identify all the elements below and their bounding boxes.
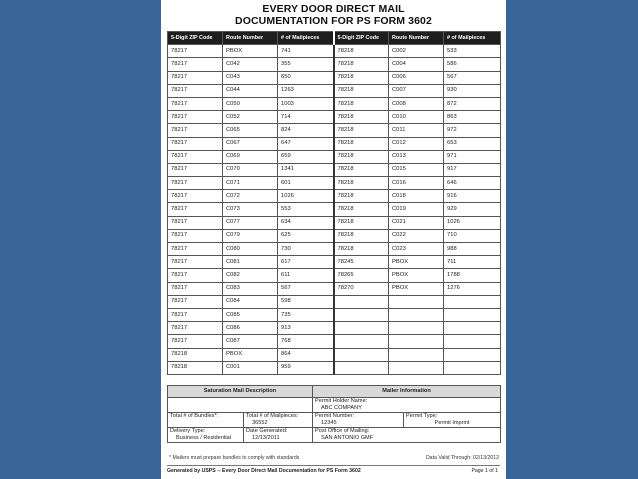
cell-zip-right: 78218 [334,216,389,229]
cell-zip-right: 78245 [334,256,389,269]
cell-mailpieces-left: 355 [278,58,334,71]
cell-zip-right: 78218 [334,45,389,58]
cell-mailpieces-left: 611 [278,269,334,282]
footnote-row [169,455,499,461]
cell-zip-left: 78217 [168,269,223,282]
cell-mailpieces-right [444,322,501,335]
cell-zip-right: 78218 [334,137,389,150]
cell-mailpieces-left: 1341 [278,163,334,176]
info-table [167,385,501,443]
cell-zip-right: 78265 [334,269,389,282]
table-row [168,243,501,256]
cell-route-right: C016 [389,177,444,190]
cell-zip-left: 78217 [168,163,223,176]
table-row [168,111,501,124]
cell-route-left: C043 [223,71,278,84]
cell-zip-right [334,335,389,348]
cell-route-left: C085 [223,308,278,321]
cell-zip-left: 78217 [168,124,223,137]
table-row [168,124,501,137]
cell-route-right [389,295,444,308]
cell-route-right: C004 [389,58,444,71]
table-row [168,150,501,163]
cell-mailpieces-right: 646 [444,177,501,190]
document-title-line1: EVERY DOOR DIRECT MAIL [262,3,405,15]
cell-mailpieces-left: 741 [278,45,334,58]
cell-zip-right: 78218 [334,203,389,216]
cell-zip-left: 78217 [168,45,223,58]
cell-route-left: C080 [223,243,278,256]
cell-zip-left: 78217 [168,137,223,150]
table-row [168,45,501,58]
page-number: Page 1 of 1 [471,468,498,474]
data-valid-through: Data Valid Through: 02/13/2012 [425,455,499,461]
empty-cell [168,398,313,413]
cell-mailpieces-right: 917 [444,163,501,176]
cell-route-right: PBOX [389,256,444,269]
permit-holder-value: ABC COMPANY [321,405,362,411]
cell-zip-right [334,308,389,321]
cell-mailpieces-right: 929 [444,203,501,216]
form-page [161,0,506,479]
table-row [168,190,501,203]
cell-mailpieces-right: 872 [444,97,501,110]
cell-route-left: C067 [223,137,278,150]
cell-route-right: C013 [389,150,444,163]
cell-route-left: C086 [223,322,278,335]
post-office-value: SAN ANTONIO GMF [321,435,374,441]
cell-route-left: C084 [223,295,278,308]
cell-route-left: C065 [223,124,278,137]
table-row [168,137,501,150]
cell-route-left: C069 [223,150,278,163]
cell-zip-left: 78218 [168,361,223,374]
cell-route-right: C018 [389,190,444,203]
total-bundles-label: Total # of Bundles*: [170,413,219,419]
delivery-type-label: Delivery Type: [170,428,206,434]
cell-zip-right: 78218 [334,177,389,190]
table-row [168,322,501,335]
cell-route-right: C011 [389,124,444,137]
cell-route-right [389,361,444,374]
cell-zip-right: 78218 [334,111,389,124]
permit-holder-cell [313,398,501,413]
table-row [168,269,501,282]
permit-type-value: Permit Imprint [434,420,470,426]
header-zip-left: 5-Digit ZIP Code [168,32,223,45]
page-footer [167,465,500,474]
header-route-left: Route Number [223,32,278,45]
cell-zip-left: 78218 [168,348,223,361]
cell-mailpieces-left: 567 [278,282,334,295]
cell-route-left: C077 [223,216,278,229]
cell-mailpieces-right: 567 [444,71,501,84]
cell-route-left: PBOX [223,45,278,58]
delivery-type-value: Business / Residential [176,435,232,441]
table-row [168,348,501,361]
total-mailpieces-label: Total # of Mailpieces: [246,413,299,419]
cell-route-left: C083 [223,282,278,295]
cell-zip-right [334,348,389,361]
cell-zip-left: 78217 [168,190,223,203]
total-mailpieces-value: 36552 [252,420,268,426]
cell-route-right: C002 [389,45,444,58]
cell-zip-left: 78217 [168,216,223,229]
cell-mailpieces-right [444,348,501,361]
cell-zip-left: 78217 [168,58,223,71]
cell-route-right: C012 [389,137,444,150]
table-row [168,177,501,190]
table-row [168,295,501,308]
post-office-label: Post Office of Mailing: [315,428,370,434]
cell-mailpieces-left: 553 [278,203,334,216]
cell-zip-right: 78218 [334,229,389,242]
cell-mailpieces-left: 617 [278,256,334,269]
cell-mailpieces-right [444,335,501,348]
cell-zip-right [334,295,389,308]
cell-route-left: C071 [223,177,278,190]
cell-mailpieces-left: 659 [278,150,334,163]
cell-route-left: C072 [223,190,278,203]
cell-route-left: PBOX [223,348,278,361]
cell-route-left: C079 [223,229,278,242]
permit-holder-label: Permit Holder Name: [315,398,368,404]
permit-number-value: 12345 [321,420,337,426]
cell-mailpieces-left: 598 [278,295,334,308]
cell-zip-left: 78217 [168,295,223,308]
cell-zip-left: 78217 [168,71,223,84]
cell-route-left: C042 [223,58,278,71]
cell-route-right: C019 [389,203,444,216]
cell-mailpieces-right: 1276 [444,282,501,295]
cell-route-right: PBOX [389,282,444,295]
cell-mailpieces-left: 601 [278,177,334,190]
cell-mailpieces-right [444,295,501,308]
generated-by-text: Generated by USPS -- Every Door Direct Mail Documentation for PS Form 3602 [167,468,361,474]
cell-zip-right: 78218 [334,58,389,71]
cell-zip-right: 78218 [334,97,389,110]
cell-route-right: PBOX [389,269,444,282]
table-row [168,97,501,110]
cell-route-right: C006 [389,71,444,84]
cell-route-left: C052 [223,111,278,124]
cell-zip-left: 78217 [168,308,223,321]
cell-route-right: C022 [389,229,444,242]
cell-route-left: C070 [223,163,278,176]
cell-zip-left: 78217 [168,282,223,295]
cell-route-right: C010 [389,111,444,124]
cell-zip-right: 78218 [334,124,389,137]
table-row [168,58,501,71]
cell-zip-left: 78217 [168,203,223,216]
cell-mailpieces-right: 1788 [444,269,501,282]
cell-zip-left: 78217 [168,177,223,190]
cell-mailpieces-left: 714 [278,111,334,124]
table-header-row [168,32,501,45]
cell-mailpieces-right: 533 [444,45,501,58]
cell-zip-right: 78218 [334,71,389,84]
cell-mailpieces-right: 1026 [444,216,501,229]
cell-mailpieces-right: 971 [444,150,501,163]
table-row [168,163,501,176]
permit-number-label: Permit Number: [315,413,355,419]
cell-mailpieces-left: 730 [278,243,334,256]
cell-zip-left: 78217 [168,111,223,124]
saturation-mail-description-header: Saturation Mail Description [168,386,313,398]
cell-mailpieces-left: 1263 [278,84,334,97]
cell-zip-left: 78217 [168,322,223,335]
cell-route-left: C087 [223,335,278,348]
table-row [168,282,501,295]
header-zip-right: 5-Digit ZIP Code [334,32,389,45]
mailer-information-header: Mailer Information [313,386,501,398]
delivery-type-cell [168,428,244,443]
cell-zip-left: 78217 [168,243,223,256]
cell-zip-left: 78217 [168,229,223,242]
cell-route-left: C050 [223,97,278,110]
cell-mailpieces-left: 864 [278,348,334,361]
header-route-right: Route Number [389,32,444,45]
cell-route-right: C021 [389,216,444,229]
cell-mailpieces-left: 634 [278,216,334,229]
cell-route-right: C008 [389,97,444,110]
table-row [168,361,501,374]
cell-mailpieces-right: 916 [444,190,501,203]
cell-route-left: C073 [223,203,278,216]
total-bundles-cell [168,413,244,428]
permit-number-cell [313,413,404,428]
cell-mailpieces-right: 710 [444,229,501,242]
date-generated-label: Date Generated: [246,428,288,434]
cell-route-left: C044 [223,84,278,97]
cell-mailpieces-left: 959 [278,361,334,374]
post-office-cell [313,428,501,443]
cell-zip-left: 78217 [168,84,223,97]
cell-route-left: C082 [223,269,278,282]
cell-mailpieces-left: 768 [278,335,334,348]
table-row [168,308,501,321]
cell-mailpieces-left: 625 [278,229,334,242]
header-mailpieces-right: # of Mailpieces [444,32,501,45]
cell-mailpieces-right: 711 [444,256,501,269]
cell-mailpieces-right: 653 [444,137,501,150]
cell-mailpieces-left: 1026 [278,190,334,203]
cell-route-right [389,322,444,335]
cell-route-right [389,348,444,361]
cell-zip-left: 78217 [168,256,223,269]
route-table [167,31,501,375]
total-mailpieces-cell [244,413,313,428]
cell-route-right [389,335,444,348]
cell-zip-right: 78270 [334,282,389,295]
cell-mailpieces-right [444,361,501,374]
bundles-footnote: * Mailers must prepare bundles to comply with standards [169,455,300,461]
cell-mailpieces-left: 735 [278,308,334,321]
table-row [168,71,501,84]
table-row [168,203,501,216]
date-generated-cell [244,428,313,443]
permit-type-cell [404,413,501,428]
cell-zip-right [334,361,389,374]
cell-zip-left: 78217 [168,150,223,163]
cell-zip-right: 78218 [334,190,389,203]
cell-mailpieces-left: 647 [278,137,334,150]
cell-mailpieces-left: 1003 [278,97,334,110]
table-row [168,216,501,229]
cell-zip-right [334,322,389,335]
table-row [168,84,501,97]
permit-type-label: Permit Type: [406,413,438,419]
table-row [168,335,501,348]
cell-mailpieces-right: 972 [444,124,501,137]
cell-route-right [389,308,444,321]
cell-mailpieces-right: 586 [444,58,501,71]
route-table-body [168,45,501,375]
cell-mailpieces-right: 863 [444,111,501,124]
header-mailpieces-left: # of Mailpieces [278,32,334,45]
cell-zip-right: 78218 [334,84,389,97]
cell-zip-left: 78217 [168,335,223,348]
cell-route-right: C015 [389,163,444,176]
cell-route-right: C023 [389,243,444,256]
cell-zip-right: 78218 [334,243,389,256]
table-row [168,256,501,269]
cell-zip-right: 78218 [334,163,389,176]
cell-mailpieces-left: 824 [278,124,334,137]
cell-mailpieces-left: 650 [278,71,334,84]
cell-route-right: C007 [389,84,444,97]
cell-mailpieces-right [444,308,501,321]
cell-mailpieces-right: 988 [444,243,501,256]
cell-zip-right: 78218 [334,150,389,163]
date-generated-value: 12/13/2011 [252,435,280,441]
cell-mailpieces-left: 913 [278,322,334,335]
document-title-line2: DOCUMENTATION FOR PS FORM 3602 [235,15,432,27]
cell-route-left: C081 [223,256,278,269]
cell-route-left: C001 [223,361,278,374]
cell-mailpieces-right: 930 [444,84,501,97]
table-row [168,229,501,242]
cell-zip-left: 78217 [168,97,223,110]
